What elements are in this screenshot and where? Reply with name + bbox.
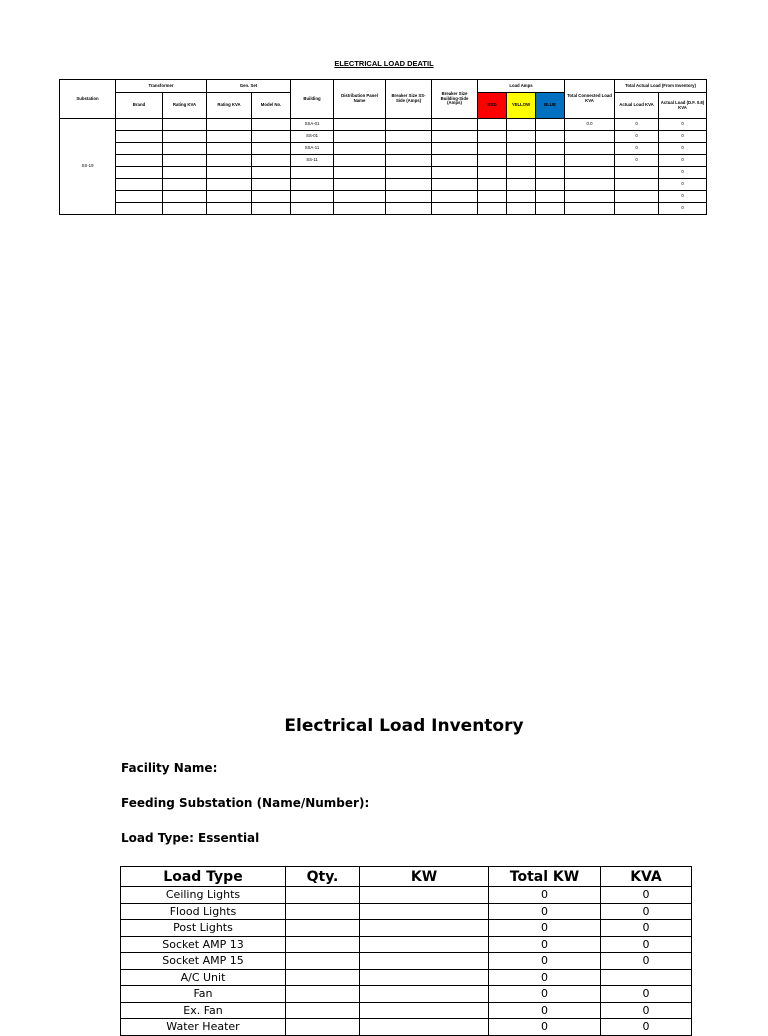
- distribution-panel-cell: [334, 179, 386, 191]
- actual-load-kva-cell: [615, 191, 659, 203]
- load-type-label: Load Type: Essential: [121, 831, 260, 845]
- building-cell: [291, 179, 334, 191]
- genset-rating-cell: [207, 167, 252, 179]
- kw-cell: [360, 969, 489, 986]
- genset-rating-cell: [207, 143, 252, 155]
- brand-cell: [116, 203, 163, 215]
- transformer-rating-cell: [163, 131, 207, 143]
- kw-cell: [360, 1019, 489, 1036]
- yellow-amps-cell: [507, 131, 536, 143]
- column-header: KW: [360, 867, 489, 887]
- actual-load-kva-cell: 0: [615, 155, 659, 167]
- total-kw-cell: 0: [489, 920, 601, 937]
- header-phase-red: RED: [478, 93, 507, 119]
- breaker-ss-cell: [386, 191, 432, 203]
- actual-load-df-cell: 0: [659, 119, 707, 131]
- header-brand: Brand: [116, 93, 163, 119]
- brand-cell: [116, 167, 163, 179]
- building-cell: [291, 191, 334, 203]
- load-inventory-table: [120, 866, 692, 1036]
- table-row: [121, 1002, 692, 1019]
- total-connected-cell: [565, 167, 615, 179]
- blue-amps-cell: [536, 143, 565, 155]
- brand-cell: [116, 131, 163, 143]
- red-amps-cell: [478, 119, 507, 131]
- breaker-ss-cell: [386, 131, 432, 143]
- header-actual-load-df: Actual Load (D.F. 0.8) KVA: [659, 93, 707, 119]
- total-connected-cell: [565, 131, 615, 143]
- qty-cell: [286, 903, 360, 920]
- qty-cell: [286, 936, 360, 953]
- breaker-building-cell: [432, 131, 478, 143]
- kva-cell: 0: [601, 903, 692, 920]
- kva-cell: 0: [601, 936, 692, 953]
- transformer-rating-cell: [163, 191, 207, 203]
- total-kw-cell: 0: [489, 936, 601, 953]
- building-cell: SS-11: [291, 155, 334, 167]
- brand-cell: [116, 191, 163, 203]
- building-cell: SS-01: [291, 131, 334, 143]
- model-no-cell: [252, 167, 291, 179]
- electrical-load-detail-table: [59, 79, 707, 215]
- table-row: [60, 155, 707, 167]
- qty-cell: [286, 969, 360, 986]
- breaker-building-cell: [432, 179, 478, 191]
- kw-cell: [360, 953, 489, 970]
- transformer-rating-cell: [163, 167, 207, 179]
- total-connected-cell: [565, 191, 615, 203]
- breaker-building-cell: [432, 167, 478, 179]
- total-connected-cell: [565, 155, 615, 167]
- breaker-building-cell: [432, 203, 478, 215]
- load-type-cell: Water Heater: [121, 1019, 286, 1036]
- actual-load-kva-cell: 0: [615, 119, 659, 131]
- header-genset-rating: Rating KVA: [207, 93, 252, 119]
- breaker-ss-cell: [386, 155, 432, 167]
- breaker-building-cell: [432, 143, 478, 155]
- red-amps-cell: [478, 131, 507, 143]
- transformer-rating-cell: [163, 179, 207, 191]
- blue-amps-cell: [536, 179, 565, 191]
- header-building: Building: [291, 80, 334, 119]
- load-type-cell: Ceiling Lights: [121, 887, 286, 904]
- facility-name-label: Facility Name:: [121, 761, 218, 775]
- kw-cell: [360, 936, 489, 953]
- distribution-panel-cell: [334, 155, 386, 167]
- kw-cell: [360, 887, 489, 904]
- actual-load-df-cell: 0: [659, 203, 707, 215]
- blue-amps-cell: [536, 155, 565, 167]
- blue-amps-cell: [536, 167, 565, 179]
- model-no-cell: [252, 119, 291, 131]
- actual-load-kva-cell: 0: [615, 143, 659, 155]
- distribution-panel-cell: [334, 143, 386, 155]
- table-row: [60, 203, 707, 215]
- model-no-cell: [252, 179, 291, 191]
- yellow-amps-cell: [507, 167, 536, 179]
- model-no-cell: [252, 143, 291, 155]
- feeding-substation-label: Feeding Substation (Name/Number):: [121, 796, 370, 810]
- red-amps-cell: [478, 167, 507, 179]
- load-type-cell: Fan: [121, 986, 286, 1003]
- total-kw-cell: 0: [489, 969, 601, 986]
- header-phase-yellow: YELLOW: [507, 93, 536, 119]
- load-type-cell: Post Lights: [121, 920, 286, 937]
- breaker-ss-cell: [386, 179, 432, 191]
- building-cell: [291, 203, 334, 215]
- kw-cell: [360, 986, 489, 1003]
- table-row: [121, 969, 692, 986]
- yellow-amps-cell: [507, 143, 536, 155]
- actual-load-df-cell: 0: [659, 131, 707, 143]
- qty-cell: [286, 953, 360, 970]
- kva-cell: 0: [601, 1002, 692, 1019]
- total-kw-cell: 0: [489, 1002, 601, 1019]
- table-row: [60, 179, 707, 191]
- table-row: [121, 920, 692, 937]
- total-connected-cell: 0.0: [565, 119, 615, 131]
- detail-header-row-1: [60, 80, 707, 93]
- inventory-header-row: [121, 867, 692, 887]
- actual-load-kva-cell: 0: [615, 131, 659, 143]
- distribution-panel-cell: [334, 167, 386, 179]
- building-cell: SSA-11: [291, 143, 334, 155]
- inventory-title: Electrical Load Inventory: [284, 716, 524, 736]
- breaker-building-cell: [432, 119, 478, 131]
- header-transformer: Transformer: [116, 80, 207, 93]
- kva-cell: 0: [601, 953, 692, 970]
- total-kw-cell: 0: [489, 986, 601, 1003]
- kw-cell: [360, 903, 489, 920]
- red-amps-cell: [478, 179, 507, 191]
- load-type-cell: Ex. Fan: [121, 1002, 286, 1019]
- load-type-cell: Socket AMP 15: [121, 953, 286, 970]
- genset-rating-cell: [207, 191, 252, 203]
- model-no-cell: [252, 191, 291, 203]
- building-cell: SSA-01: [291, 119, 334, 131]
- red-amps-cell: [478, 155, 507, 167]
- yellow-amps-cell: [507, 179, 536, 191]
- transformer-rating-cell: [163, 119, 207, 131]
- yellow-amps-cell: [507, 191, 536, 203]
- model-no-cell: [252, 155, 291, 167]
- qty-cell: [286, 887, 360, 904]
- breaker-ss-cell: [386, 119, 432, 131]
- qty-cell: [286, 1002, 360, 1019]
- brand-cell: [116, 143, 163, 155]
- qty-cell: [286, 1019, 360, 1036]
- actual-load-kva-cell: [615, 203, 659, 215]
- transformer-rating-cell: [163, 203, 207, 215]
- genset-rating-cell: [207, 179, 252, 191]
- load-type-cell: Flood Lights: [121, 903, 286, 920]
- header-actual-load-kva: Actual Load KVA: [615, 93, 659, 119]
- header-load-amps: Load Amps: [478, 80, 565, 93]
- header-substation: Substation: [60, 80, 116, 119]
- load-type-cell: A/C Unit: [121, 969, 286, 986]
- header-transformer-rating: Rating KVA: [163, 93, 207, 119]
- brand-cell: [116, 179, 163, 191]
- genset-rating-cell: [207, 155, 252, 167]
- table-row: [121, 1019, 692, 1036]
- actual-load-df-cell: 0: [659, 191, 707, 203]
- kw-cell: [360, 1002, 489, 1019]
- yellow-amps-cell: [507, 203, 536, 215]
- breaker-building-cell: [432, 191, 478, 203]
- header-distribution-panel: Distribution Panel Name: [334, 80, 386, 119]
- brand-cell: [116, 155, 163, 167]
- kw-cell: [360, 920, 489, 937]
- table-row: [121, 986, 692, 1003]
- red-amps-cell: [478, 203, 507, 215]
- distribution-panel-cell: [334, 131, 386, 143]
- load-type-cell: Socket AMP 13: [121, 936, 286, 953]
- kva-cell: 0: [601, 920, 692, 937]
- red-amps-cell: [478, 143, 507, 155]
- building-cell: [291, 167, 334, 179]
- column-header: Load Type: [121, 867, 286, 887]
- table-row: [121, 887, 692, 904]
- column-header: KVA: [601, 867, 692, 887]
- kva-cell: 0: [601, 1019, 692, 1036]
- genset-rating-cell: [207, 131, 252, 143]
- model-no-cell: [252, 131, 291, 143]
- blue-amps-cell: [536, 191, 565, 203]
- column-header: Total KW: [489, 867, 601, 887]
- transformer-rating-cell: [163, 143, 207, 155]
- column-header: Qty.: [286, 867, 360, 887]
- header-model-no: Model No.: [252, 93, 291, 119]
- blue-amps-cell: [536, 119, 565, 131]
- distribution-panel-cell: [334, 119, 386, 131]
- breaker-ss-cell: [386, 203, 432, 215]
- kva-cell: 0: [601, 887, 692, 904]
- actual-load-df-cell: 0: [659, 155, 707, 167]
- brand-cell: [116, 119, 163, 131]
- table-row: [60, 119, 707, 131]
- table-row: [60, 191, 707, 203]
- distribution-panel-cell: [334, 191, 386, 203]
- table-row: [60, 167, 707, 179]
- total-connected-cell: [565, 143, 615, 155]
- header-total-connected: Total Connected Load KVA: [565, 80, 615, 119]
- total-connected-cell: [565, 203, 615, 215]
- header-gen-set: Gen. Set: [207, 80, 291, 93]
- breaker-ss-cell: [386, 143, 432, 155]
- breaker-ss-cell: [386, 167, 432, 179]
- breaker-building-cell: [432, 155, 478, 167]
- transformer-rating-cell: [163, 155, 207, 167]
- total-connected-cell: [565, 179, 615, 191]
- substation-cell: SS-19: [60, 119, 116, 215]
- distribution-panel-cell: [334, 203, 386, 215]
- model-no-cell: [252, 203, 291, 215]
- table-row: [121, 936, 692, 953]
- detail-title: ELECTRICAL LOAD DEATIL: [334, 59, 434, 68]
- qty-cell: [286, 986, 360, 1003]
- yellow-amps-cell: [507, 155, 536, 167]
- blue-amps-cell: [536, 131, 565, 143]
- table-row: [121, 903, 692, 920]
- red-amps-cell: [478, 191, 507, 203]
- genset-rating-cell: [207, 119, 252, 131]
- total-kw-cell: 0: [489, 1019, 601, 1036]
- header-breaker-building: Breaker Size Building-Side (Amps): [432, 80, 478, 119]
- table-row: [60, 131, 707, 143]
- table-row: [60, 143, 707, 155]
- total-kw-cell: 0: [489, 953, 601, 970]
- genset-rating-cell: [207, 203, 252, 215]
- actual-load-kva-cell: [615, 167, 659, 179]
- kva-cell: [601, 969, 692, 986]
- kva-cell: 0: [601, 986, 692, 1003]
- actual-load-df-cell: 0: [659, 179, 707, 191]
- total-kw-cell: 0: [489, 887, 601, 904]
- qty-cell: [286, 920, 360, 937]
- yellow-amps-cell: [507, 119, 536, 131]
- header-breaker-ss: Breaker Size SS-Side (Amps): [386, 80, 432, 119]
- actual-load-kva-cell: [615, 179, 659, 191]
- table-row: [121, 953, 692, 970]
- blue-amps-cell: [536, 203, 565, 215]
- header-phase-blue: BLUE: [536, 93, 565, 119]
- header-total-actual: Total Actual Load (From Inventory): [615, 80, 707, 93]
- actual-load-df-cell: 0: [659, 143, 707, 155]
- total-kw-cell: 0: [489, 903, 601, 920]
- actual-load-df-cell: 0: [659, 167, 707, 179]
